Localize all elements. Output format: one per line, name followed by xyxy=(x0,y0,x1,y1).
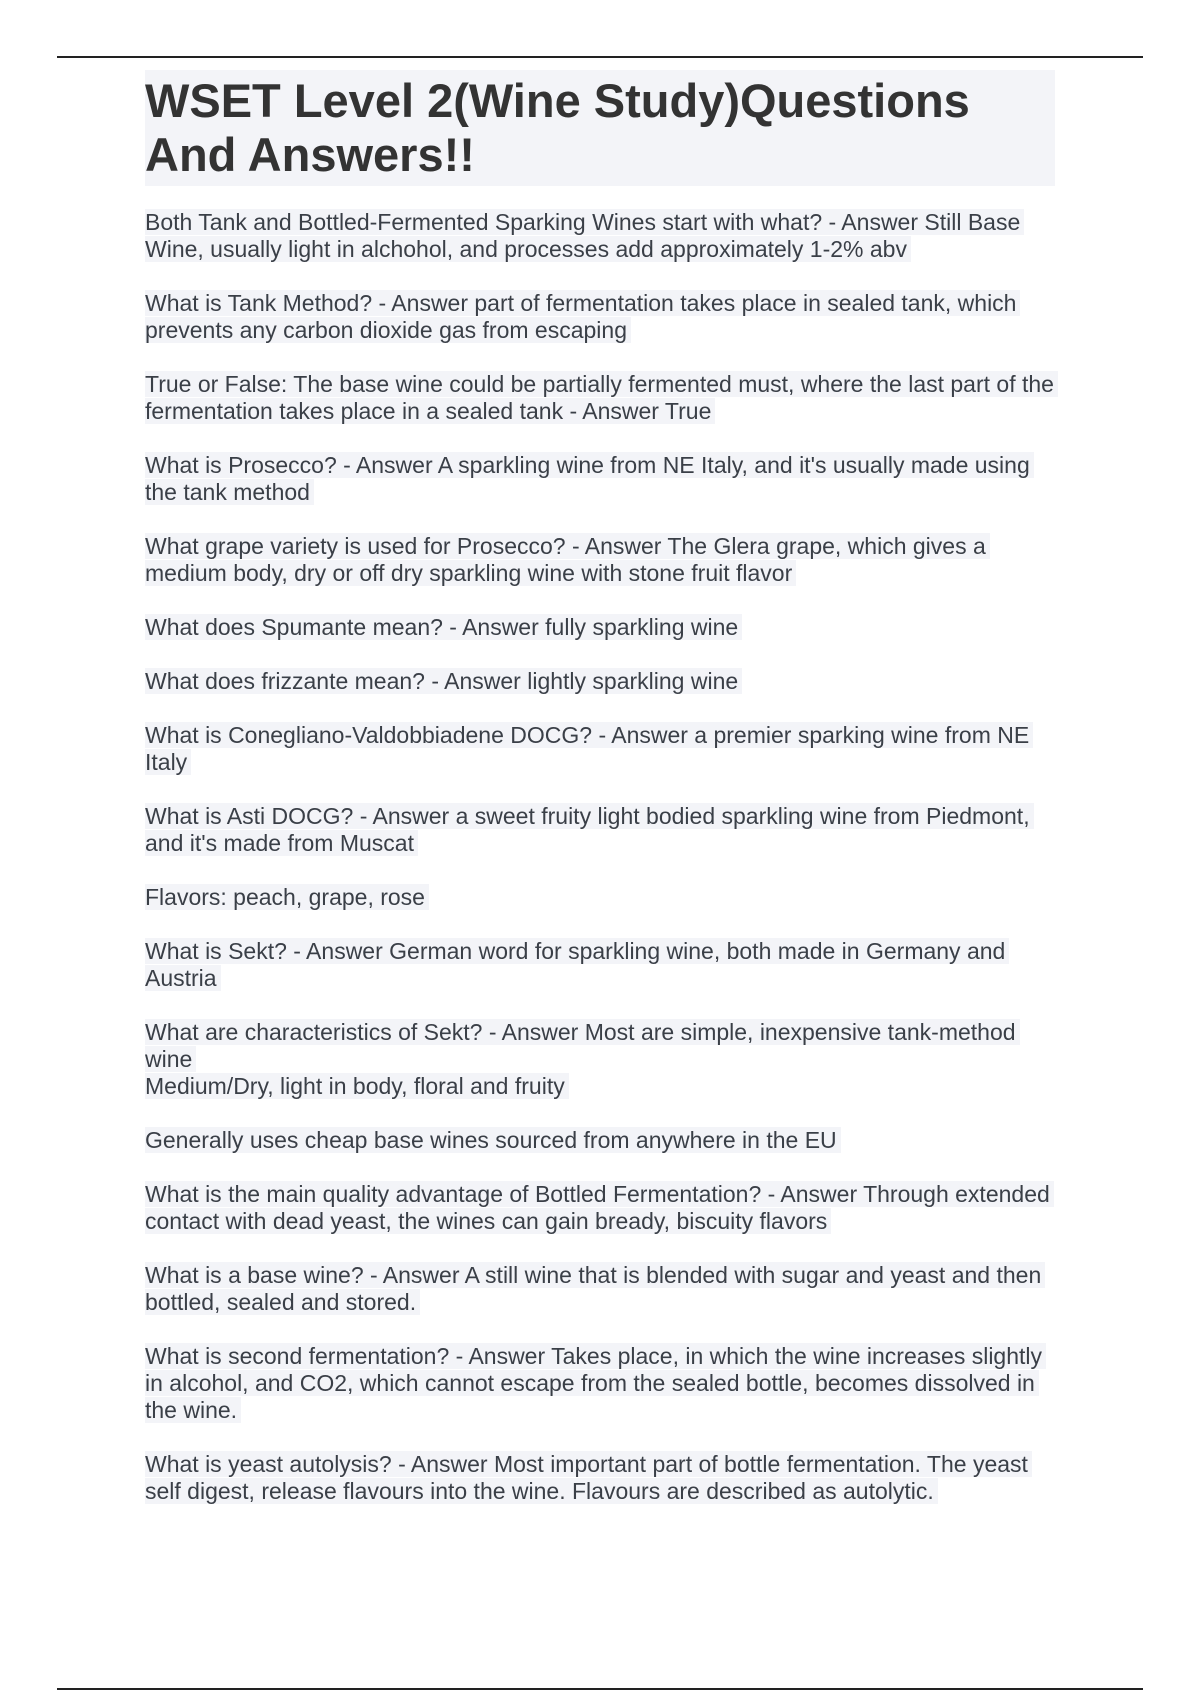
qa-text: What is the main quality advantage of Bottled Fermentation? - Answer Through extended contact with dead yeast, the wines can gain bready, biscuity flavors xyxy=(145,1181,1054,1234)
page-title: WSET Level 2(Wine Study)Questions And Answers!! xyxy=(145,74,970,181)
qa-text: Generally uses cheap base wines sourced from anywhere in the EU xyxy=(145,1127,841,1153)
qa-text: What is Conegliano-Valdobbiadene DOCG? - Answer a premier sparking wine from NE Italy xyxy=(145,722,1033,775)
qa-entry xyxy=(145,1343,1055,1424)
bottom-divider xyxy=(57,1688,1143,1690)
qa-entry xyxy=(145,1181,1055,1235)
qa-entry xyxy=(145,1262,1055,1316)
qa-entry xyxy=(145,803,1055,857)
qa-entry xyxy=(145,209,1055,263)
qa-entry xyxy=(145,1127,1055,1154)
qa-text: What grape variety is used for Prosecco? - Answer The Glera grape, which gives a medium body, dry or off dry sparkling wine with stone fruit flavor xyxy=(145,533,990,586)
qa-entry xyxy=(145,290,1055,344)
qa-text: What is Asti DOCG? - Answer a sweet fruity light bodied sparkling wine from Piedmont, and it's made from Muscat xyxy=(145,803,1034,856)
qa-entry xyxy=(145,722,1055,776)
qa-text: What is Tank Method? - Answer part of fermentation takes place in sealed tank, which prevents any carbon dioxide gas from escaping xyxy=(145,290,1020,343)
document-body xyxy=(145,70,1055,1532)
title-block xyxy=(145,70,1055,186)
qa-entry xyxy=(145,614,1055,641)
qa-text: What is second fermentation? - Answer Takes place, in which the wine increases slightly in alcohol, and CO2, which cannot escape from the sealed bottle, becomes dissolved in the wine. xyxy=(145,1343,1046,1423)
qa-entry xyxy=(145,1451,1055,1505)
qa-text: What does frizzante mean? - Answer lightly sparkling wine xyxy=(145,668,742,694)
qa-text: Flavors: peach, grape, rose xyxy=(145,884,429,910)
top-divider xyxy=(57,56,1143,58)
qa-list xyxy=(145,209,1055,1505)
qa-text: True or False: The base wine could be partially fermented must, where the last part of the fermentation takes place in a sealed tank - Answer True xyxy=(145,371,1058,424)
qa-entry xyxy=(145,371,1055,425)
qa-entry xyxy=(145,938,1055,992)
qa-text: Both Tank and Bottled-Fermented Sparking Wines start with what? - Answer Still Base Wine, usually light in alchohol, and processes add approximately 1-2% abv xyxy=(145,209,1024,262)
qa-text: What is yeast autolysis? - Answer Most important part of bottle fermentation. The yeast self digest, release flavours into the wine. Flavours are described as autolytic. xyxy=(145,1451,1032,1504)
qa-text: What is Sekt? - Answer German word for sparkling wine, both made in Germany and Austria xyxy=(145,938,1009,991)
qa-text: What are characteristics of Sekt? - Answer Most are simple, inexpensive tank-method wine Medium/Dry, light in body, floral and fruity xyxy=(145,1019,1020,1099)
qa-entry xyxy=(145,1019,1055,1100)
qa-entry xyxy=(145,533,1055,587)
qa-text: What does Spumante mean? - Answer fully sparkling wine xyxy=(145,614,742,640)
qa-entry xyxy=(145,668,1055,695)
qa-text: What is a base wine? - Answer A still wine that is blended with sugar and yeast and then bottled, sealed and stored. xyxy=(145,1262,1045,1315)
qa-entry xyxy=(145,884,1055,911)
qa-entry xyxy=(145,452,1055,506)
qa-text: What is Prosecco? - Answer A sparkling wine from NE Italy, and it's usually made using the tank method xyxy=(145,452,1034,505)
